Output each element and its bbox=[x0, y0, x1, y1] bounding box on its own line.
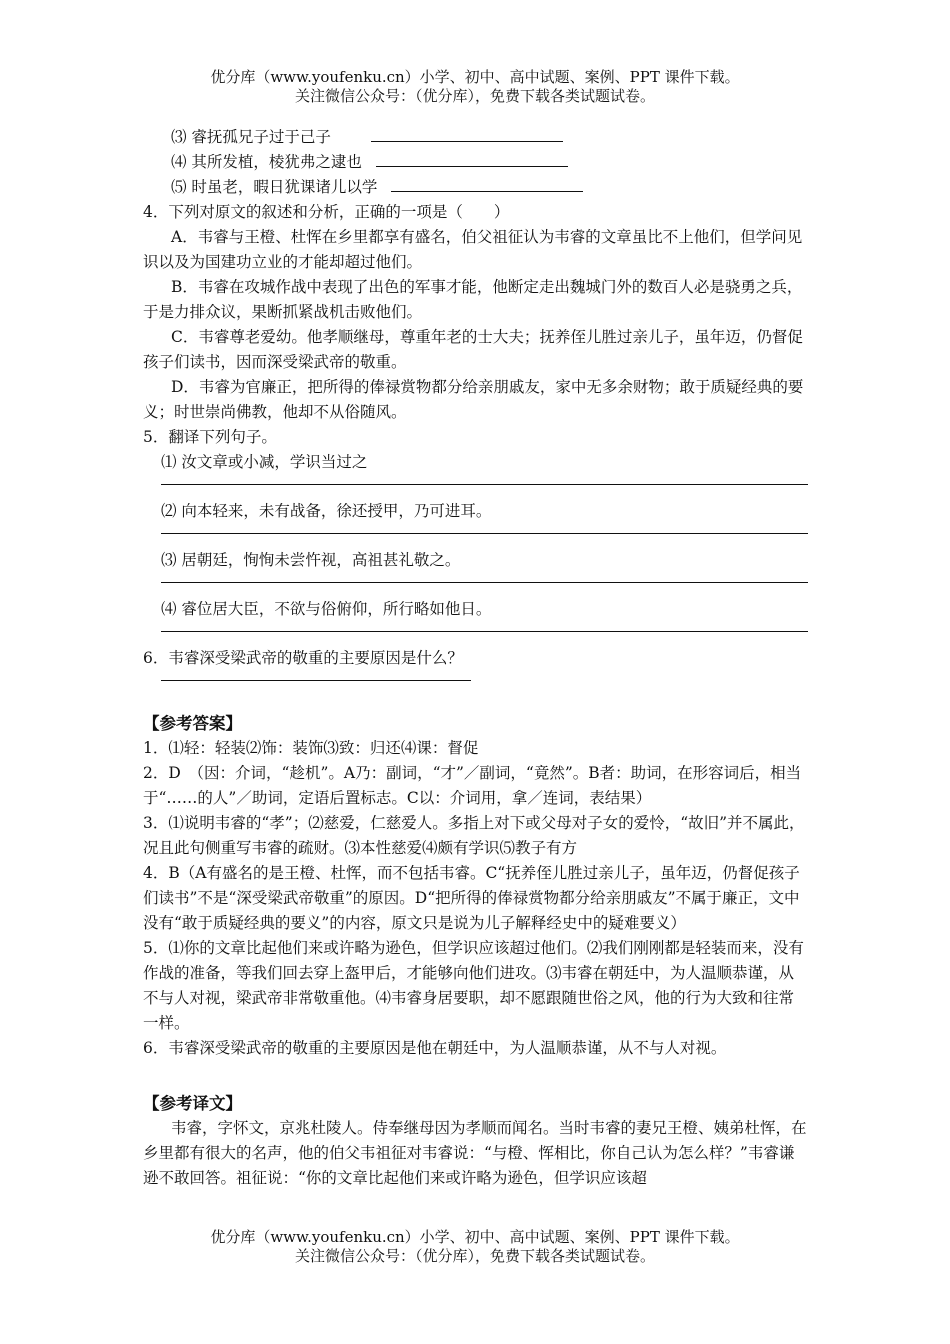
answer-blank[interactable] bbox=[371, 125, 563, 142]
answer-2: 2．D （因：介词，“趁机”。A乃：副词，“才”／副词，“竟然”。B者：助词，在形容词后，相当于“……的人”／助词，定语后置标志。C以：介词用，拿／连词，表结果） bbox=[143, 764, 802, 807]
q6-stem: 6．韦睿深受梁武帝的敬重的主要原因是什么？ bbox=[143, 649, 463, 667]
page-footer bbox=[0, 1228, 950, 1266]
translation-text: 韦睿，字怀文，京兆杜陵人。侍奉继母因为孝顺而闻名。当时韦睿的妻兄王橙、姨弟杜恽，在乡里都有很大的名声，他的伯父韦祖征对韦睿说：“与橙、恽相比，你自己认为怎么样？”韦睿谦逊不敢回答。祖征说：“你的文章比起他们来或许略为逊色，但学识应该超 bbox=[143, 1119, 807, 1187]
answer-6: 6．韦睿深受梁武帝的敬重的主要原因是他在朝廷中，为人温顺恭谨，从不与人对视。 bbox=[143, 1039, 727, 1057]
q2-item-4: ⑷ 其所发植，棱犹弗之逮也 bbox=[143, 150, 808, 175]
q2-item-5: ⑸ 时虽老，暇日犹课诸儿以学 bbox=[143, 175, 808, 200]
q5-item-2: ⑵ 向本轻来，未有战备，徐还授甲，乃可进耳。 bbox=[161, 502, 492, 520]
q5-item-3: ⑶ 居朝廷，恂恂未尝忤视，高祖甚礼敬之。 bbox=[161, 551, 461, 569]
answer-blank[interactable] bbox=[391, 175, 583, 192]
q4-option-d: D．韦睿为官廉正，把所得的俸禄赏物都分给亲朋戚友，家中无多余财物；敢于质疑经典的要义；时世崇尚佛教，他却不从俗随风。 bbox=[143, 378, 804, 421]
answer-4: 4．B（A有盛名的是王橙、杜恽，而不包括韦睿。C“抚养侄儿胜过亲儿子，虽年迈，仍督促孩子们读书”不是“深受梁武帝敬重”的原因。D“把所得的俸禄赏物都分给亲朋戚友”不属于廉正，文中没有“敢于质疑经典的要义”的内容，原文只是说为儿子解释经史中的疑难要义） bbox=[143, 864, 800, 932]
answer-line[interactable] bbox=[161, 483, 808, 485]
answer-blank[interactable] bbox=[376, 150, 568, 167]
page-header bbox=[0, 68, 950, 106]
answer-line[interactable] bbox=[161, 630, 808, 632]
q5-item-1: ⑴ 汝文章或小减，学识当过之 bbox=[161, 453, 368, 471]
q4-option-a: A．韦睿与王橙、杜恽在乡里都享有盛名，伯父祖征认为韦睿的文章虽比不上他们，但学问见识以及为国建功立业的才能却超过他们。 bbox=[143, 228, 803, 271]
q4-option-c: C．韦睿尊老爱幼。他孝顺继母，尊重年老的士大夫；抚养侄儿胜过亲儿子，虽年迈，仍督促孩子们读书，因而深受梁武帝的敬重。 bbox=[143, 328, 803, 371]
answer-line[interactable] bbox=[161, 581, 808, 583]
q5-item-4: ⑷ 睿位居大臣，不欲与俗俯仰，所行略如他日。 bbox=[161, 600, 492, 618]
answer-line[interactable] bbox=[161, 532, 808, 534]
answer-line[interactable] bbox=[161, 679, 471, 681]
header-line-1: 优分库（www.youfenku.cn）小学、初中、高中试题、案例、PPT 课件下载。 bbox=[210, 68, 740, 86]
q4-option-b: B．韦睿在攻城作战中表现了出色的军事才能，他断定走出魏城门外的数百人必是骁勇之兵，于是力排众议，果断抓紧战机击败他们。 bbox=[143, 278, 803, 321]
q5-stem: 5．翻译下列句子。 bbox=[143, 428, 277, 446]
document-body bbox=[143, 125, 808, 1191]
answer-3: 3．⑴说明韦睿的“孝”；⑵慈爱，仁慈爱人。多指上对下或父母对子女的爱怜，“故旧”并不属此，况且此句侧重写韦睿的疏财。⑶本性慈爱⑷颇有学识⑸教子有方 bbox=[143, 814, 805, 857]
footer-line-1: 优分库（www.youfenku.cn）小学、初中、高中试题、案例、PPT 课件下载。 bbox=[210, 1228, 740, 1246]
q2-item-3: ⑶ 睿抚孤兄子过于己子 bbox=[143, 125, 808, 150]
footer-line-2: 关注微信公众号：（优分库），免费下载各类试题试卷。 bbox=[294, 1247, 655, 1265]
header-line-2: 关注微信公众号：（优分库），免费下载各类试题试卷。 bbox=[294, 87, 655, 105]
q4-stem: 4．下列对原文的叙述和分析，正确的一项是（ ） bbox=[143, 203, 510, 221]
answers-title: 【参考答案】 bbox=[143, 714, 242, 733]
translation-title: 【参考译文】 bbox=[143, 1094, 242, 1113]
answer-5: 5．⑴你的文章比起他们来或许略为逊色，但学识应该超过他们。⑵我们刚刚都是轻装而来，没有作战的准备，等我们回去穿上盔甲后，才能够向他们进攻。⑶韦睿在朝廷中，为人温顺恭谨，从不与人对视，梁武帝非常敬重他。⑷韦睿身居要职，却不愿跟随世俗之风，他的行为大致和往常一样。 bbox=[143, 939, 804, 1032]
answer-1: 1．⑴轻：轻装⑵饰：装饰⑶致：归还⑷课：督促 bbox=[143, 739, 479, 757]
